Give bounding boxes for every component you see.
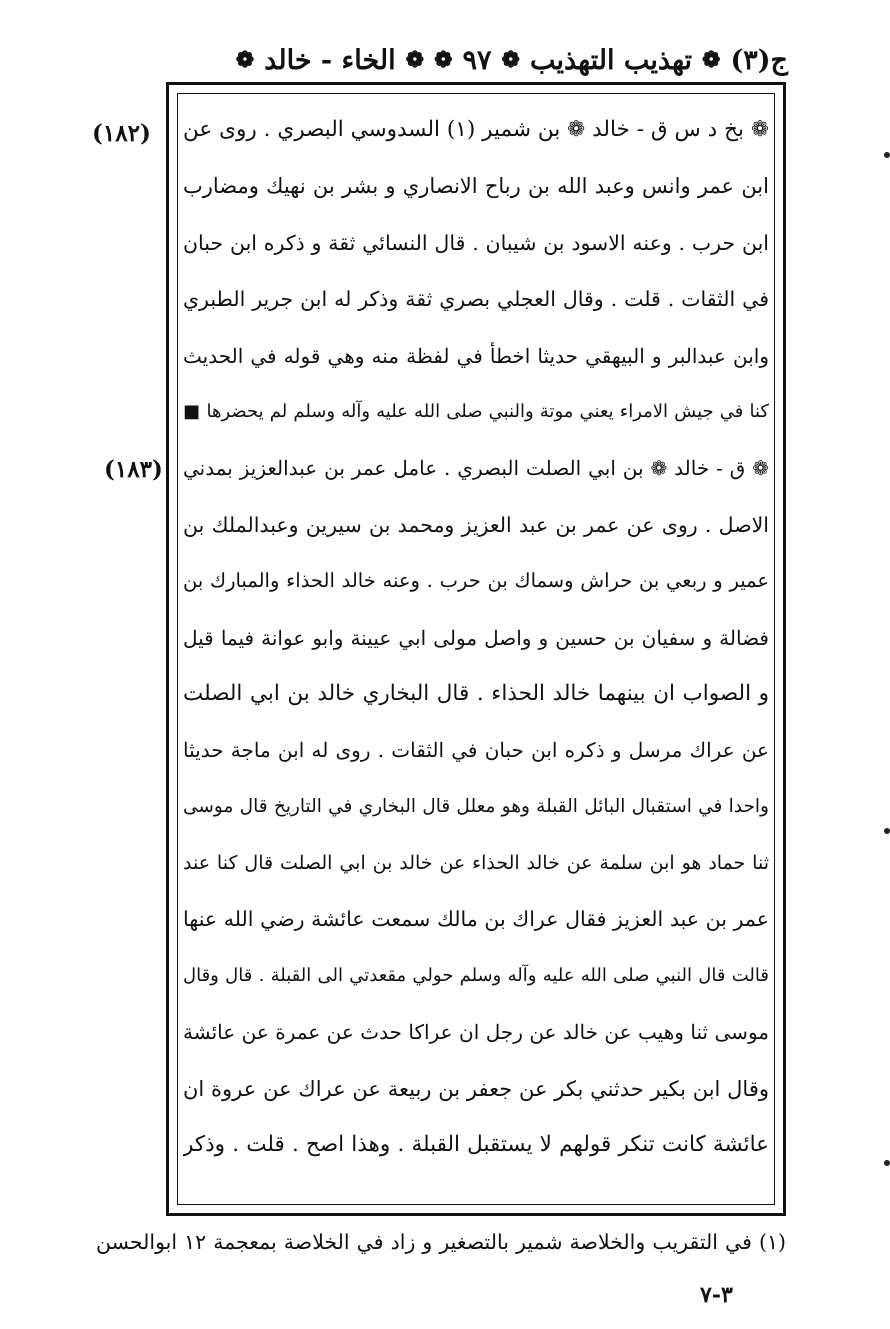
chapter-title: الخاء - خالد [264,44,396,76]
footnote: (١) في التقريب والخلاصة شمير بالتصغير و زاد في الخلاصة بمعجمة ١٢ ابوالحسن [96,1230,786,1254]
text-line: و الصواب ان بينهما خالد الحذاء . قال البخاري خالد بن ابي الصلت [183,680,769,706]
text-line: فضالة و سفيان بن حسين و واصل مولى ابي عيينة وابو عوانة فيما قيل [183,625,769,650]
text-line: ❁ بخ د س ق - خالد ❁ بن شمير (١) السدوسي البصري . روى عن [183,117,769,142]
page-number: ٩٧ [462,44,492,76]
text-line: عمر بن عبد العزيز فقال عراك بن مالك سمعت عائشة رضي الله عنها [183,907,769,932]
printer-signature: ٣-٧ [700,1282,733,1308]
text-line: كنا في جيش الامراء يعني موتة والنبي صلى الله عليه وآله وسلم لم يحضرها ■ [183,400,769,422]
text-line: موسى ثنا وهيب عن خالد عن رجل ان عراكا حدث عن عمرة عن عائشة [183,1020,769,1045]
edge-mark [884,1160,890,1166]
book-title: تهذيب التهذيب [529,44,693,76]
text-line: ❁ ق - خالد ❁ بن ابي الصلت البصري . عامل عمر بن عبدالعزيز بمدني [183,456,769,481]
text-line: عمير و ربعي بن حراش وسماك بن حرب . وعنه خالد الحذاء والمبارك بن [183,569,769,593]
edge-mark [884,152,890,158]
text-line: واحدا في استقبال البائل القبلة وهو معلل قال البخاري في التاريخ قال موسى [183,795,769,817]
text-line: وابن عبدالبر و البيهقي حديثا اخطأ في لفظة منه وهي قوله في الحديث [183,343,769,368]
text-line: وقال ابن بكير حدثني بكر عن جعفر بن ربيعة عن عراك عن عروة ان [183,1076,769,1101]
text-line: ثنا حماد هو ابن سلمة عن خالد الحذاء عن خالد بن ابي الصلت قال كنا عند [183,852,769,875]
text-line: ابن حرب . وعنه الاسود بن شيبان . قال النسائي ثقة و ذكره ابن حبان [183,230,769,255]
entry-number-183: (١٨٣) [104,456,163,483]
flower-ornament-icon: ❁ [235,47,255,73]
body-text [183,102,769,1173]
entry-number-182: (١٨٢) [92,120,151,147]
flower-ornament-icon: ❁ [702,47,721,73]
flower-ornament-icon: ❁ [434,47,453,73]
running-header [168,38,788,82]
text-line: في الثقات . قلت . وقال العجلي بصري ثقة وذكر له ابن جرير الطبري [183,287,769,312]
flower-ornament-icon: ❁ [501,47,520,73]
text-line: الاصل . روى عن عمر بن عبد العزيز ومحمد بن سيرين وعبدالملك بن [183,512,769,537]
flower-ornament-icon: ❁ [405,47,425,73]
text-line: عائشة كانت تنكر قولهم لا يستقبل القبلة . وهذا اصح . قلت . وذكر [183,1132,769,1158]
volume-label: ج(٣) [730,44,788,76]
text-line: عن عراك مرسل و ذكره ابن حبان في الثقات . روى له ابن ماجة حديثا [183,738,769,763]
text-line: ابن عمر وانس وعبد الله بن رباح الانصاري و بشر بن نهيك ومضارب [183,174,769,199]
edge-mark [884,828,890,834]
text-line: قالت قال النبي صلى الله عليه وآله وسلم حولي مقعدتي الى القبلة . قال وقال [183,964,769,986]
